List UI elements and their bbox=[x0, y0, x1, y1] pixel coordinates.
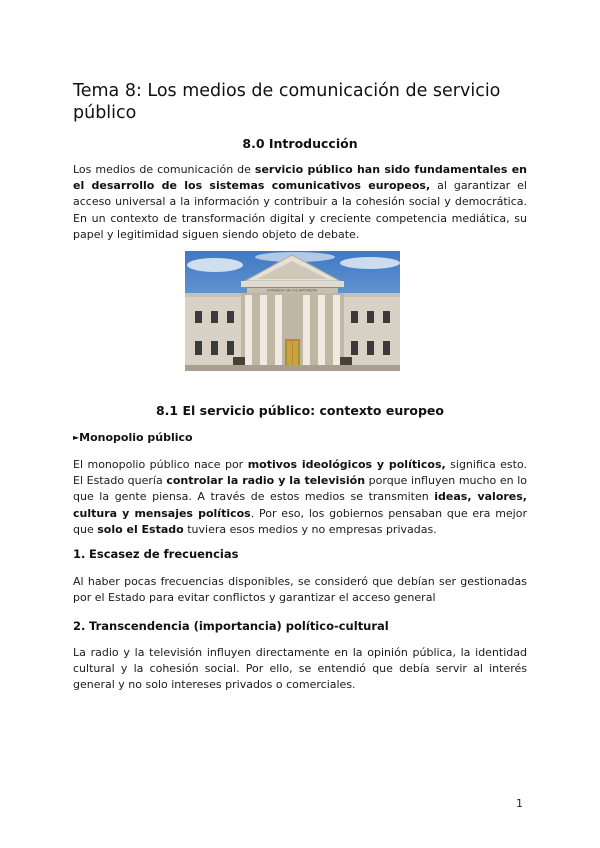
mono-text-g: . Por eso, los gobiernos pensaban que era mejor que bbox=[73, 506, 527, 536]
bullet-arrow-icon: ► bbox=[73, 433, 80, 442]
item2-number: 2. bbox=[73, 619, 86, 633]
mono-bold-4: solo el Estado bbox=[97, 522, 184, 536]
section-heading: 8.1 El servicio público: contexto europeo bbox=[155, 403, 444, 418]
mono-bold-3: ideas, valores, cultura y mensajes políticos bbox=[73, 490, 527, 520]
item2-heading-text: Transcendencia (importancia) político-cultural bbox=[89, 619, 389, 633]
mono-text-c: significa esto. El Estado quería bbox=[73, 458, 528, 488]
page-number: 1 bbox=[516, 797, 523, 810]
subheading-monopolio bbox=[73, 431, 193, 444]
subheading-label: Monopolio público bbox=[79, 431, 193, 444]
document-title: Tema 8: Los medios de comunicación de servicio público bbox=[73, 81, 501, 123]
monopolio-paragraph bbox=[73, 457, 527, 538]
congress-building-photo bbox=[185, 251, 400, 371]
item1-paragraph: Al haber pocas frecuencias disponibles, se consideró que debían ser gestionadas por el Estado para evitar conflictos y garantizar el acceso general bbox=[73, 575, 527, 605]
item2-paragraph: La radio y la televisión influyen directamente en la opinión pública, la identidad cultural y la cohesión social. Por ello, se entendió que debía servir al interés general y no solo intereses privados o comerciales. bbox=[73, 646, 527, 692]
item1-heading bbox=[73, 547, 238, 561]
mono-bold-2: controlar la radio y la televisión bbox=[166, 474, 366, 488]
item2-heading bbox=[73, 619, 389, 633]
building-inscription: CONGRESO DE LOS DIPUTADOS bbox=[266, 288, 318, 293]
mono-text-e: porque influyen mucho en lo que la gente piensa. A través de estos medios se transmiten bbox=[73, 474, 528, 504]
item1-number: 1. bbox=[73, 547, 86, 561]
intro-text-a: Los medios de comunicación de bbox=[73, 163, 255, 176]
mono-text-a: El monopolio público nace por bbox=[73, 458, 248, 471]
mono-text-i: tuviera esos medios y no empresas privadas. bbox=[183, 522, 437, 536]
intro-heading: 8.0 Introducción bbox=[242, 136, 358, 151]
building-illustration bbox=[185, 251, 400, 371]
intro-text-c: al garantizar el acceso universal a la información y contribuir a la cohesión social y democrática. En un contexto de transformación digital y creciente competencia mediática, su papel y legitimidad siguen siendo objeto de debate. bbox=[73, 179, 527, 241]
intro-text-bold: servicio público han sido fundamentales en el desarrollo de los sistemas comunicativos europeos, bbox=[73, 163, 528, 193]
intro-paragraph bbox=[73, 162, 527, 243]
item1-heading-text: Escasez de frecuencias bbox=[89, 547, 239, 561]
mono-bold-1: motivos ideológicos y políticos, bbox=[247, 458, 446, 471]
